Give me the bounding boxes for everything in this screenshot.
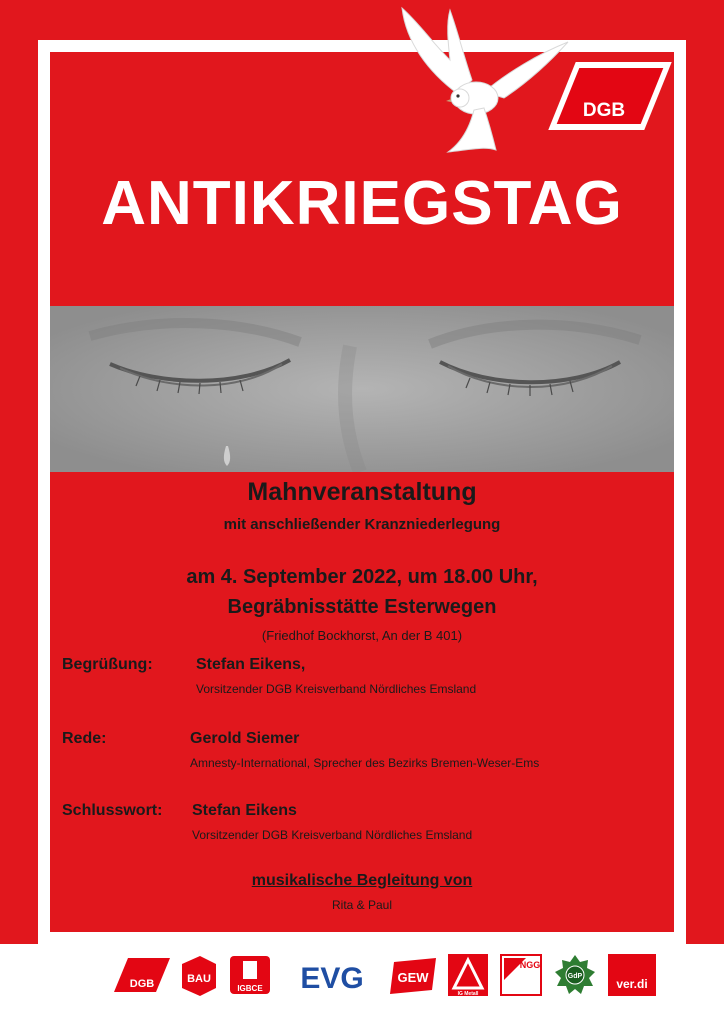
evg-logo-text: EVG (300, 962, 364, 995)
music-heading: musikalische Begleitung von (251, 872, 473, 889)
gew-logo (390, 954, 436, 996)
program-description: Vorsitzender DGB Kreisverband Nördliches Emsland (196, 682, 477, 696)
evg-logo (286, 954, 378, 996)
program-speaker: Stefan Eikens (192, 802, 297, 819)
igbce-logo-text: IGBCE (237, 984, 263, 993)
eyes-photo-band (50, 306, 674, 472)
igbau-logo (178, 954, 220, 996)
igmetall-logo (448, 954, 488, 996)
program-label: Schlusswort: (62, 802, 163, 819)
event-date-time: am 4. September 2022, um 18.00 Uhr, (186, 566, 538, 588)
program-description: Vorsitzender DGB Kreisverband Nördliches Emsland (192, 828, 473, 842)
ngg-logo (500, 954, 542, 996)
dgb-logo-text: DGB (582, 100, 626, 121)
union-logo-bar (0, 944, 724, 1024)
ngg-logo-text: NGG (519, 960, 541, 970)
event-place: Begräbnisstätte Esterwegen (227, 596, 497, 618)
page-title: ANTIKRIEGSTAG (101, 169, 623, 238)
gew-logo-text: GEW (397, 970, 429, 985)
igmetall-logo-text: IG Metall (457, 991, 479, 996)
dgb-union-logo (114, 954, 170, 996)
event-address: (Friedhof Bockhorst, An der B 401) (261, 628, 463, 643)
program-label: Rede: (62, 730, 107, 747)
program-description: Amnesty-International, Sprecher des Bezirks Bremen-Weser-Ems (190, 756, 540, 770)
event-subheadline: mit anschließender Kranzniederlegung (223, 516, 501, 533)
verdi-logo-text: ver.di (616, 977, 648, 991)
dove-icon (388, 2, 572, 154)
dgb-union-logo-text: DGB (129, 978, 155, 990)
dgb-logo (562, 62, 658, 130)
program-label: Begrüßung: (62, 656, 153, 673)
event-headline: Mahnveranstaltung (247, 478, 477, 506)
gdp-logo (554, 954, 596, 996)
verdi-logo (608, 954, 656, 996)
program-speaker: Stefan Eikens, (196, 656, 306, 673)
gdp-logo-text: GdP (567, 973, 583, 980)
closed-eyes-image (50, 306, 674, 472)
igbau-logo-text: BAU (187, 973, 211, 985)
igbce-logo (230, 954, 270, 996)
music-performers: Rita & Paul (331, 898, 393, 912)
program-speaker: Gerold Siemer (190, 730, 300, 747)
